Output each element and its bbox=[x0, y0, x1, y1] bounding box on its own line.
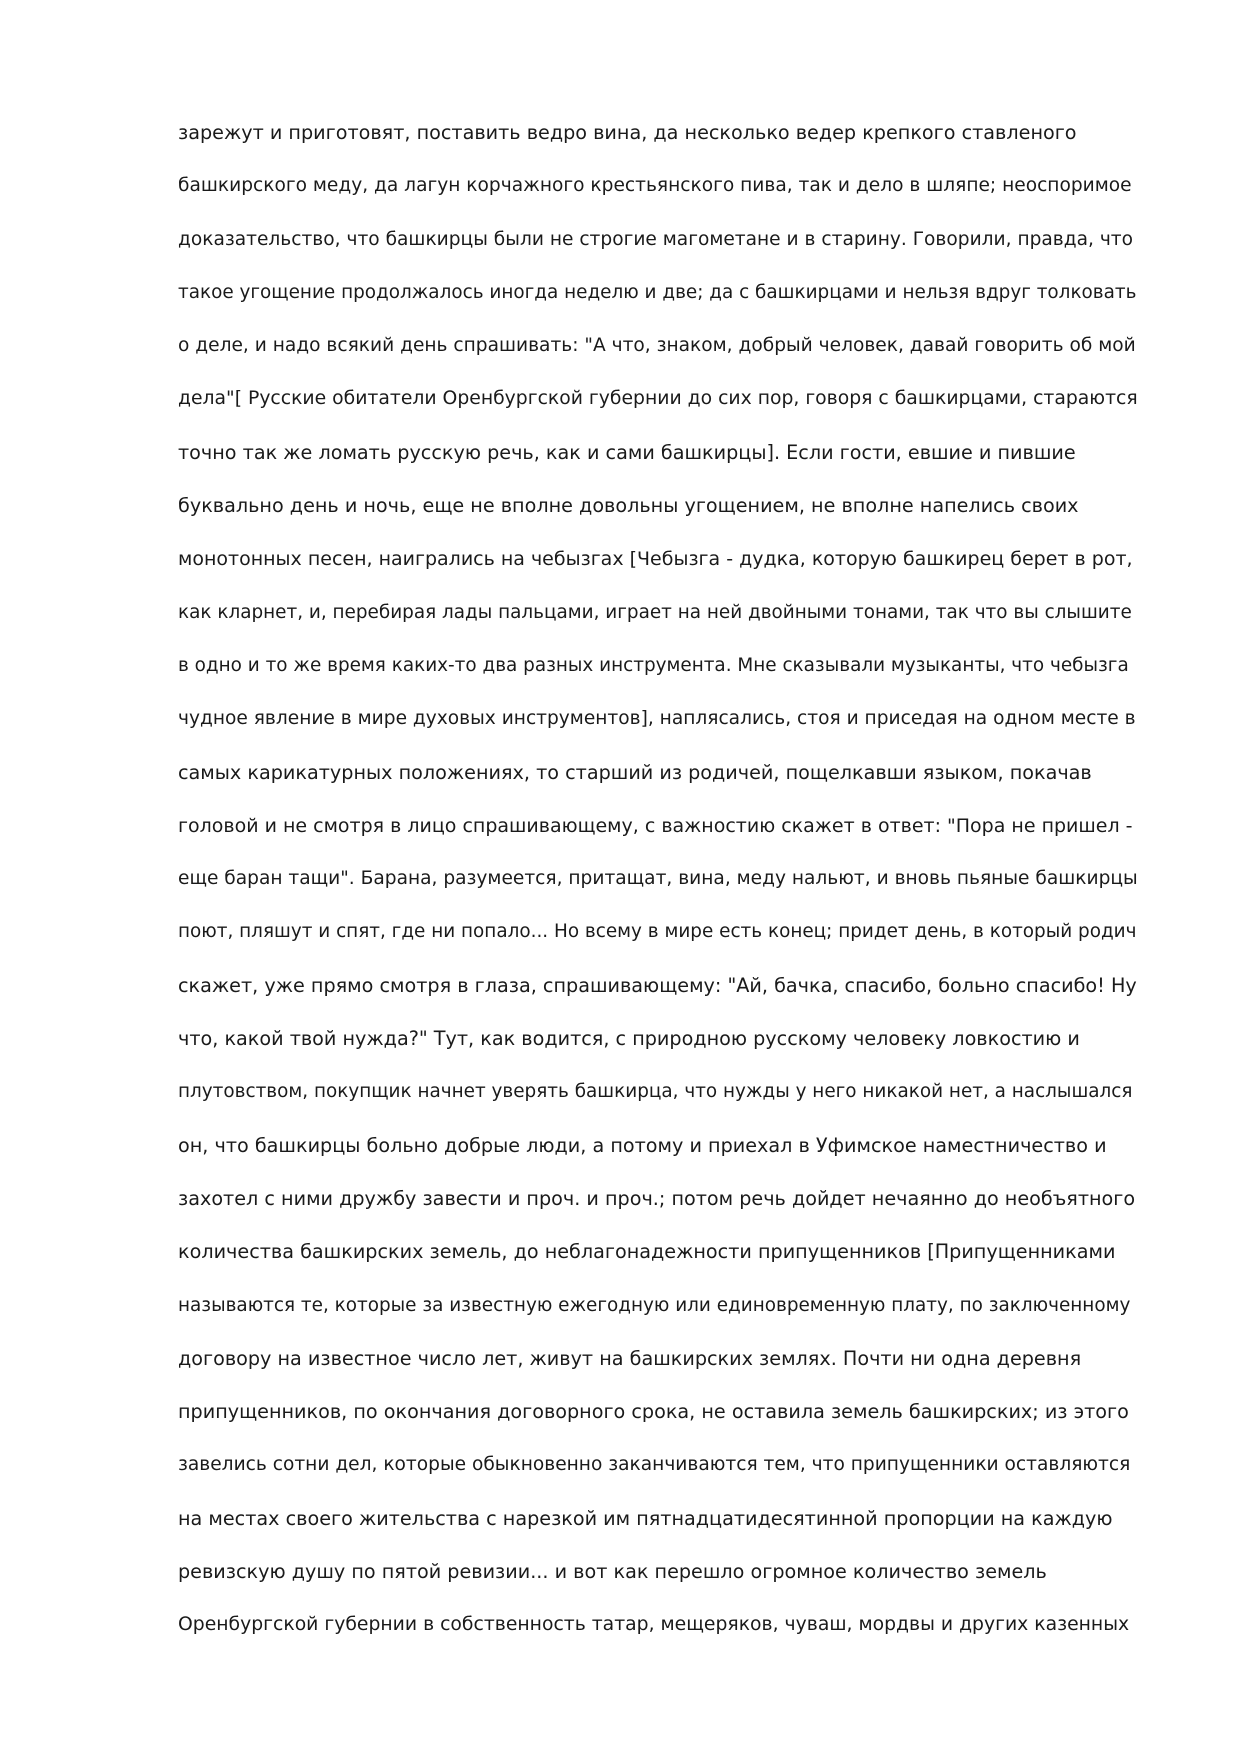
text-line: завелись сотни дел, которые обыкновенно заканчиваются тем, что припущенники оставляются bbox=[178, 1454, 1131, 1476]
text-line: монотонных песен, наигрались на чебызгах [Чебызга - дудка, которую башкирец берет в рот, bbox=[178, 548, 1133, 571]
text-line: доказательство, что башкирцы были не строгие магометане и в старину. Говорили, правда, что bbox=[178, 228, 1134, 250]
text-line: скажет, уже прямо смотря в глаза, спрашивающему: "Ай, бачка, спасибо, больно спасибо! Ну bbox=[178, 973, 1137, 997]
text-line: самых карикатурных положениях, то старший из родичей, пощелкавши языком, покачав bbox=[178, 760, 1092, 784]
text-line: башкирского меду, да лагун корчажного крестьянского пива, так и дело в шляпе; неоспоримое bbox=[178, 175, 1132, 197]
body-text bbox=[178, 113, 1138, 1659]
text-line: буквально день и ночь, еще не вполне довольны угощением, не вполне напелись своих bbox=[178, 494, 1079, 518]
text-line: дела"[ Русские обитатели Оренбургской губернии до сих пор, говоря с башкирцами, стараются bbox=[178, 388, 1138, 410]
text-line: поют, пляшут и спят, где ни попало... Но всему в мире есть конец; придет день, в который родич bbox=[178, 921, 1137, 943]
text-line: точно так же ломать русскую речь, как и сами башкирцы]. Если гости, евшие и пившие bbox=[178, 440, 1076, 464]
text-line: он, что башкирцы больно добрые люди, а потому и приехал в Уфимское наместничество и bbox=[178, 1133, 1107, 1157]
text-line: называются те, которые за известную ежегодную или единовременную плату, по заключенному bbox=[178, 1294, 1131, 1316]
text-line: о деле, и надо всякий день спрашивать: "А что, знаком, добрый человек, давай говорить об мой bbox=[178, 335, 1136, 357]
text-line: чудное явление в мире духовых инструментов], наплясались, стоя и приседая на одном месте в bbox=[178, 708, 1136, 730]
text-line: количества башкирских земель, до неблагонадежности припущенников [Припущенниками bbox=[178, 1240, 1116, 1264]
text-line: зарежут и приготовят, поставить ведро вина, да несколько ведер крепкого ставленого bbox=[178, 121, 1077, 144]
text-line: Оренбургской губернии в собственность татар, мещеряков, чуваш, мордвы и других казенных bbox=[178, 1614, 1130, 1636]
text-line: договору на известное число лет, живут на башкирских землях. Почти ни одна деревня bbox=[178, 1346, 1082, 1370]
text-line: еще баран тащи". Барана, разумеется, притащат, вина, меду нальют, и вновь пьяные башкирцы bbox=[178, 868, 1138, 890]
text-line: захотел с ними дружбу завести и проч. и проч.; потом речь дойдет нечаянно до необъятного bbox=[178, 1186, 1136, 1210]
text-line: на местах своего жительства с нарезкой им пятнадцатидесятинной пропорции на каждую bbox=[178, 1506, 1113, 1530]
text-line: ревизскую душу по пятой ревизии... и вот как перешло огромное количество земель bbox=[178, 1560, 1047, 1584]
text-line: припущенников, по окончания договорного срока, не оставила земель башкирских; из этого bbox=[178, 1400, 1129, 1424]
text-line: головой и не смотря в лицо спрашивающему, с важностию скажет в ответ: "Пора не пришел - bbox=[178, 814, 1133, 837]
text-line: что, какой твой нужда?" Тут, как водится, с природною русскому человеку ловкостию и bbox=[178, 1027, 1080, 1051]
text-line: как кларнет, и, перебирая лады пальцами, играет на ней двойными тонами, так что вы слышите bbox=[178, 601, 1132, 623]
text-line: такое угощение продолжалось иногда неделю и две; да с башкирцами и нельзя вдруг толковать bbox=[178, 281, 1137, 303]
text-line: в одно и то же время каких-то два разных инструмента. Мне сказывали музыканты, что чебызга bbox=[178, 654, 1129, 676]
text-line: плутовством, покупщик начнет уверять башкирца, что нужды у него никакой нет, а наслышался bbox=[178, 1081, 1133, 1103]
